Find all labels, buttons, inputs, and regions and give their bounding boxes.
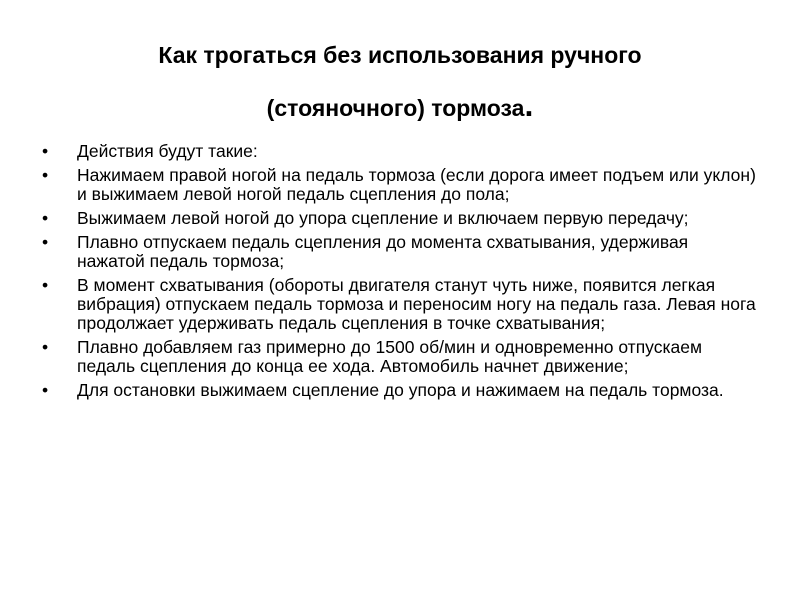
slide-title	[60, 30, 740, 133]
bullet-icon: •	[42, 275, 49, 295]
bullet-icon: •	[42, 337, 49, 357]
bullet-icon: •	[42, 165, 49, 185]
list-item-text: Выжимаем левой ногой до упора сцепление и включаем первую передачу;	[77, 208, 689, 228]
list-item-text: Действия будут такие:	[77, 141, 258, 161]
bullet-list	[42, 142, 757, 405]
list-item-text: Плавно отпускаем педаль сцепления до момента схватывания, удерживая нажатой педаль тормоза;	[77, 232, 689, 271]
list-item-text: Для остановки выжимаем сцепление до упора и нажимаем на педаль тормоза.	[77, 380, 724, 400]
slide-title-period: .	[524, 87, 534, 123]
slide-title-line-1: Как трогаться без использования ручного	[158, 42, 642, 68]
bullet-icon: •	[42, 380, 49, 400]
list-item	[42, 209, 757, 228]
list-item-text: Нажимаем правой ногой на педаль тормоза (если дорога имеет подъем или уклон) и выжимаем левой ногой педаль сцепления до пола;	[77, 165, 756, 204]
list-item-text: В момент схватывания (обороты двигателя станут чуть ниже, появится легкая вибрация) отпускаем педаль тормоза и переносим ногу на педаль газа. Левая нога продолжает удерживать педаль сцепления в точке схватывания;	[77, 275, 756, 333]
list-item	[42, 233, 757, 271]
bullet-icon: •	[42, 208, 49, 228]
list-item	[42, 276, 757, 333]
list-item-text: Плавно добавляем газ примерно до 1500 об/мин и одновременно отпускаем педаль сцепления до конца ее хода. Автомобиль начнет движение;	[77, 337, 703, 376]
list-item	[42, 381, 757, 400]
list-item	[42, 338, 757, 376]
list-item	[42, 142, 757, 161]
list-item	[42, 166, 757, 204]
bullet-icon: •	[42, 141, 49, 161]
bullet-icon: •	[42, 232, 49, 252]
slide-title-line-2: (стояночного) тормоза	[266, 95, 525, 121]
